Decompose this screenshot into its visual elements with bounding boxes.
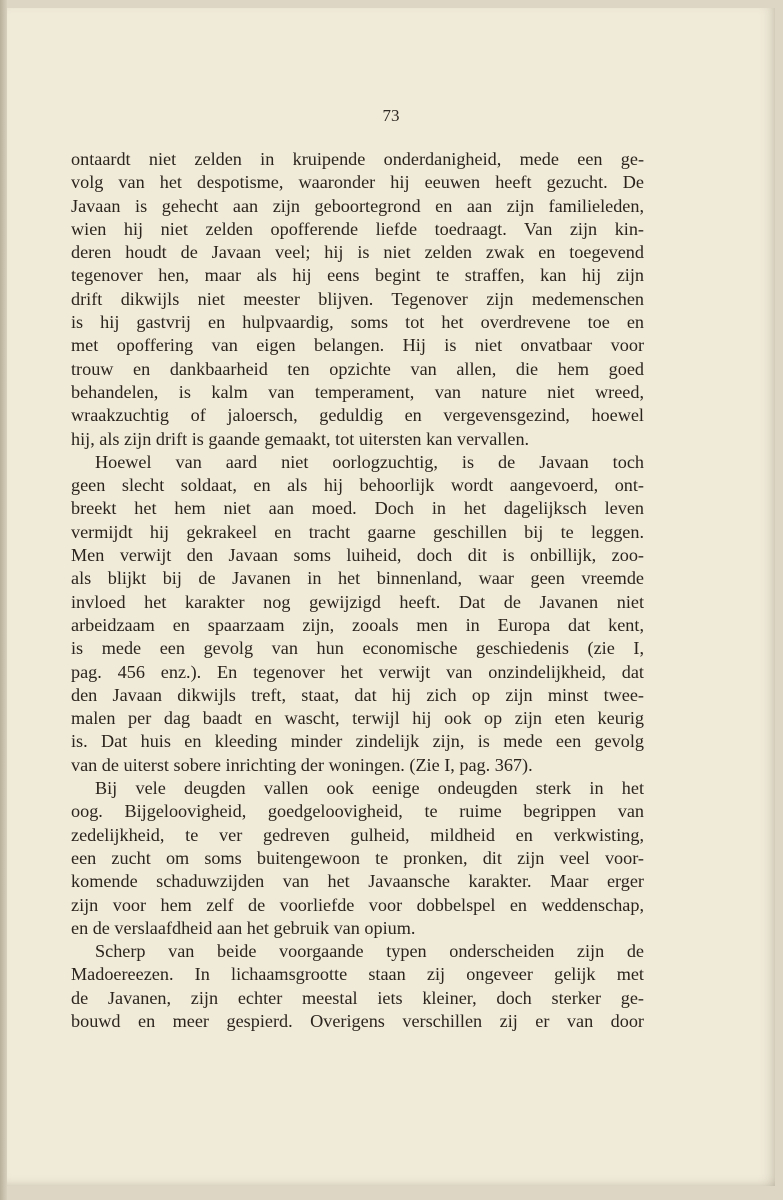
text-line: Scherp van beide voorgaande typen onderscheiden zijn de — [95, 941, 644, 962]
page-number: 73 — [382, 106, 400, 125]
text-line: met opoffering van eigen belangen. Hij is niet onvatbaar voor — [71, 335, 644, 356]
text-line: breekt het hem niet aan moed. Doch in het dagelijksch leven — [71, 498, 644, 519]
page-sheet — [7, 8, 775, 1186]
text-line: komende schaduwzijden van het Javaansche karakter. Maar erger — [71, 871, 644, 892]
text-line: malen per dag baadt en wascht, terwijl hij ook op zijn eten keurig — [71, 708, 644, 729]
text-line: behandelen, is kalm van temperament, van nature niet wreed, — [71, 381, 644, 402]
text-line: is mede een gevolg van hun economische geschiedenis (zie I, — [71, 638, 644, 659]
text-line: volg van het despotisme, waaronder hij eeuwen heeft gezucht. De — [71, 172, 644, 193]
paragraph — [71, 451, 644, 777]
text-line: ontaardt niet zelden in kruipende onderdanigheid, mede een ge- — [71, 149, 644, 169]
text-line: drift dikwijls niet meester blijven. Tegenover zijn medemenschen — [71, 288, 644, 309]
text-line: zedelijkheid, te ver gedreven gulheid, mildheid en verkwisting, — [71, 824, 644, 845]
text-line: hij, als zijn drift is gaande gemaakt, tot uitersten kan vervallen. — [71, 428, 530, 449]
text-line: bouwd en meer gespierd. Overigens verschillen zij er van door — [71, 1010, 644, 1031]
text-line: geen slecht soldaat, en als hij behoorlijk wordt aangevoerd, ont- — [71, 475, 644, 496]
text-line: den Javaan dikwijls treft, staat, dat hij zich op zijn minst twee- — [71, 684, 644, 705]
text-line: wraakzuchtig of jaloersch, geduldig en vergevensgezind, hoewel — [71, 405, 644, 426]
paragraph — [71, 940, 644, 1033]
text-line: zijn voor hem zelf de voorliefde voor dobbelspel en weddenschap, — [71, 894, 644, 915]
text-line: als blijkt bij de Javanen in het binnenland, waar geen vreemde — [71, 568, 644, 589]
text-line: vermijdt hij gekrakeel en tracht gaarne geschillen bij te leggen. — [71, 521, 644, 542]
text-line: een zucht om soms buitengewoon te pronken, dit zijn veel voor- — [71, 847, 644, 868]
text-line: de Javanen, zijn echter meestal iets kleiner, doch sterker ge- — [71, 987, 644, 1008]
text-line: wien hij niet zelden opofferende liefde toedraagt. Van zijn kin- — [71, 218, 644, 239]
book-spine-edge — [0, 0, 7, 1200]
paragraph — [71, 148, 644, 451]
text-line: pag. 456 enz.). En tegenover het verwijt van onzindelijkheid, dat — [71, 661, 644, 682]
text-line: Javaan is gehecht aan zijn geboortegrond en aan zijn familieleden, — [71, 195, 644, 216]
body-text — [71, 148, 644, 1033]
text-line: arbeidzaam en spaarzaam zijn, zooals men in Europa dat kent, — [71, 614, 644, 635]
text-line: trouw en dankbaarheid ten opzichte van allen, die hem goed — [71, 358, 644, 379]
text-line: tegenover hen, maar als hij eens begint te straffen, kan hij zijn — [71, 265, 644, 286]
text-line: en de verslaafdheid aan het gebruik van opium. — [71, 917, 416, 938]
text-line: is. Dat huis en kleeding minder zindelijk zijn, is mede een gevolg — [71, 731, 644, 752]
text-line: Madoereezen. In lichaamsgrootte staan zij ongeveer gelijk met — [71, 964, 644, 985]
paragraph — [71, 777, 644, 940]
text-line: deren houdt de Javaan veel; hij is niet zelden zwak en toegevend — [71, 242, 644, 263]
text-line: invloed het karakter nog gewijzigd heeft. Dat de Javanen niet — [71, 591, 644, 612]
text-line: Hoewel van aard niet oorlogzuchtig, is de Javaan toch — [95, 451, 644, 472]
text-line: is hij gastvrij en hulpvaardig, soms tot het overdrevene toe en — [71, 312, 644, 333]
text-line: van de uiterst sobere inrichting der woningen. (Zie I, pag. 367). — [71, 754, 533, 775]
text-line: oog. Bijgeloovigheid, goedgeloovigheid, te ruime begrippen van — [71, 801, 644, 822]
text-line: Men verwijt den Javaan soms luiheid, doch dit is onbillijk, zoo- — [71, 545, 644, 566]
text-line: Bij vele deugden vallen ook eenige ondeugden sterk in het — [95, 778, 644, 799]
